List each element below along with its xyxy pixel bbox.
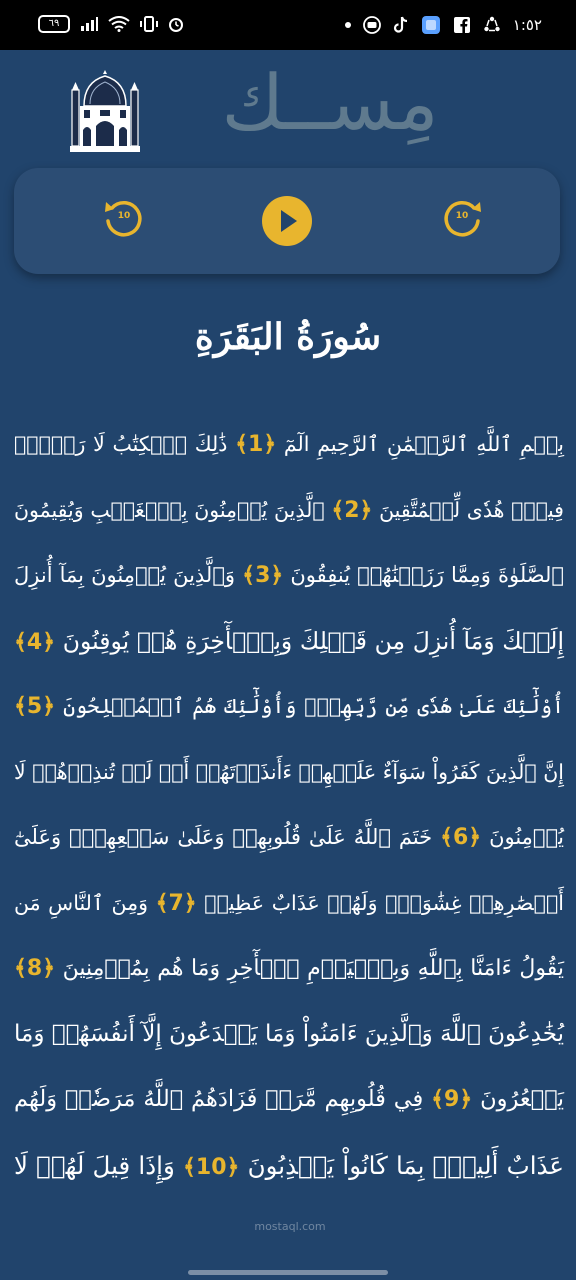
wifi-icon	[108, 16, 130, 32]
rewind-10-button[interactable]	[97, 194, 151, 248]
ayah-line	[14, 1002, 564, 1068]
ayah-text: يَقُولُ ءَامَنَّا بِٱللَّهِ وَبِٱلۡيَوۡمِ ٱلۡأٓخِرِ وَمَا هُم بِمُؤۡمِنِينَ	[62, 956, 565, 981]
ayah-text: بِسۡمِ ٱللَّهِ ٱلرَّحۡمَٰنِ ٱلرَّحِيمِ الٓمٓ	[283, 432, 564, 456]
ayah-number-marker[interactable]: ﴿3﴾	[242, 563, 284, 588]
ayah-line	[14, 674, 564, 740]
ayah-line	[14, 871, 564, 937]
ayah-line	[14, 1133, 564, 1199]
rewind-seconds-label: 10	[117, 211, 131, 221]
ayah-text: ٱلَّذِينَ يُؤۡمِنُونَ بِٱلۡغَيۡبِ وَيُقِيمُونَ	[14, 497, 325, 522]
battery-icon	[38, 15, 70, 33]
ayah-number-marker[interactable]: ﴿4﴾	[14, 629, 56, 655]
youtube-icon	[363, 16, 381, 34]
ayah-number-marker[interactable]: ﴿7﴾	[155, 890, 197, 916]
ayah-line	[14, 1067, 564, 1133]
ayah-text: يُخَٰدِعُونَ ٱللَّهَ وَٱلَّذِينَ ءَامَنُواْ وَمَا يَخۡدَعُونَ إِلَّآ أَنفُسَهُمۡ وَمَا	[14, 1020, 564, 1047]
audio-player	[14, 168, 560, 274]
ayah-text: فِيهِۛ هُدٗى لِّلۡمُتَّقِينَ	[379, 497, 564, 522]
app-logo-text: مِســك	[221, 58, 439, 147]
app-header	[0, 50, 576, 160]
play-icon	[260, 194, 314, 248]
sync-icon	[483, 16, 501, 34]
battery-level: ٦٩	[48, 18, 60, 29]
watermark-logo: mostaql.com	[254, 1220, 326, 1233]
ayah-text: ذَٰلِكَ ٱلۡكِتَٰبُ لَا رَيۡبَۛ	[14, 432, 228, 456]
home-indicator[interactable]	[188, 1270, 388, 1275]
forward-icon	[435, 194, 489, 248]
ayah-line	[14, 478, 564, 544]
ayah-text: أُوْلَٰٓئِكَ عَلَىٰ هُدٗى مِّن رَّبِّهِمۡۖ وَأُوْلَٰٓئِكَ هُمُ ٱلۡمُفۡلِحُونَ	[63, 694, 564, 718]
clock-time: ١:٥٢	[512, 16, 542, 34]
ayah-text: إِلَيۡكَ وَمَآ أُنزِلَ مِن قَبۡلِكَ وَبِٱلۡأٓخِرَةِ هُمۡ يُوقِنُونَ	[62, 626, 564, 655]
ayah-number-marker[interactable]: ﴿6﴾	[440, 825, 482, 850]
vibrate-icon	[140, 16, 158, 32]
rewind-icon	[97, 194, 151, 248]
ayah-text: خَتَمَ ٱللَّهُ عَلَىٰ قُلُوبِهِمۡ وَعَلَىٰ سَمۡعِهِمۡۖ وَعَلَىٰٓ	[14, 825, 433, 849]
ayah-text: عَذَابٌ أَلِيمُۢ بِمَا كَانُواْ يَكۡذِبُونَ	[247, 1150, 564, 1180]
status-bar	[0, 0, 576, 50]
mosque-logo-icon	[70, 68, 140, 156]
forward-seconds-label: 10	[455, 211, 469, 221]
ayah-number-marker[interactable]: ﴿2﴾	[331, 497, 373, 523]
ayah-text: وَمِنَ ٱلنَّاسِ مَن	[14, 890, 148, 915]
alarm-icon	[168, 16, 184, 32]
tiktok-icon	[393, 16, 409, 34]
play-button[interactable]	[260, 194, 314, 248]
ayah-line	[14, 543, 564, 609]
app-icon	[421, 15, 441, 35]
ayah-number-marker[interactable]: ﴿10﴾	[183, 1154, 240, 1180]
ayah-text: إِنَّ ٱلَّذِينَ كَفَرُواْ سَوَآءٌ عَلَيۡهِمۡ ءَأَنذَرۡتَهُمۡ أَمۡ لَمۡ تُنذِرۡهُمۡ لَا	[14, 759, 564, 784]
ayah-text: وَإِذَا قِيلَ لَهُمۡ لَا	[14, 1150, 175, 1180]
ayah-line	[14, 609, 564, 675]
ayah-number-marker[interactable]: ﴿9﴾	[431, 1087, 473, 1112]
ayah-line	[14, 805, 564, 871]
forward-10-button[interactable]	[435, 194, 489, 248]
status-right	[345, 15, 542, 35]
ayah-number-marker[interactable]: ﴿1﴾	[235, 432, 277, 457]
notification-dot-icon	[345, 22, 351, 28]
ayah-text: وَٱلَّذِينَ يُؤۡمِنُونَ بِمَآ أُنزِلَ	[14, 563, 236, 587]
ayah-line	[14, 936, 564, 1002]
quran-text	[14, 412, 564, 1198]
ayah-text: أَبۡصَٰرِهِمۡ غِشَٰوَةٞۖ وَلَهُمۡ عَذَابٌ عَظِيمٞ	[204, 890, 564, 915]
ayah-text: فِي قُلُوبِهِم مَّرَضٞ فَزَادَهُمُ ٱللَّهُ مَرَضٗاۖ وَلَهُم	[14, 1086, 424, 1112]
ayah-line	[14, 412, 564, 478]
ayah-text: يَشۡعُرُونَ	[480, 1086, 564, 1112]
ayah-number-marker[interactable]: ﴿8﴾	[14, 956, 56, 981]
ayah-text: يُؤۡمِنُونَ	[489, 825, 564, 849]
ayah-number-marker[interactable]: ﴿5﴾	[14, 694, 56, 719]
surah-title: سُورَةُ البَقَرَةِ	[194, 316, 382, 358]
status-left	[38, 15, 184, 33]
signal-icon	[80, 16, 98, 32]
facebook-icon	[453, 16, 471, 34]
ayah-line	[14, 740, 564, 806]
ayah-text: ٱلصَّلَوٰةَ وَمِمَّا رَزَقۡنَٰهُمۡ يُنفِقُونَ	[290, 563, 564, 587]
